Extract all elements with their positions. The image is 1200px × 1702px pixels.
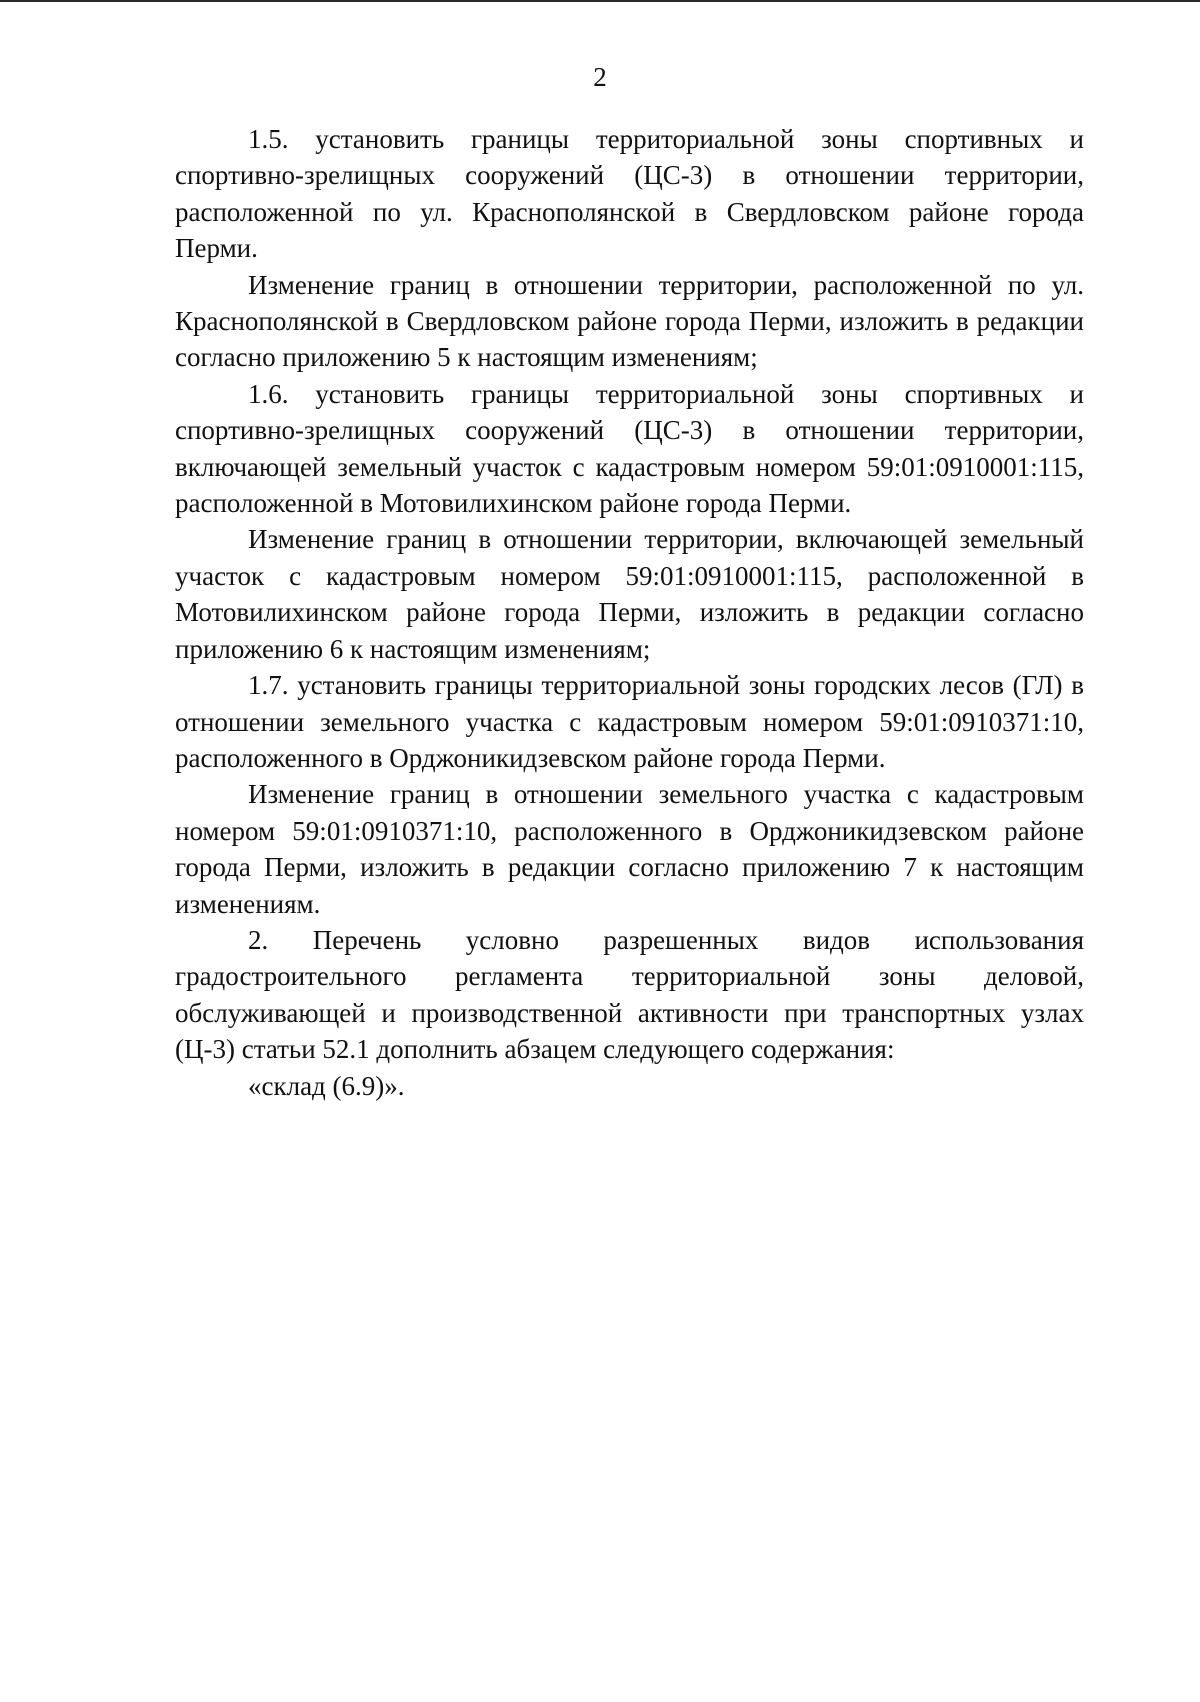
top-edge-rule xyxy=(0,0,1200,2)
paragraph-1-7-amendment: Изменение границ в отношении земельного участка с кадастровым номером 59:01:0910371:10, расположенного в Орджоникидзевском районе города Перми, изложить в редакции согласно приложению 7 к настоящим изменениям. xyxy=(175,779,1084,919)
document-body xyxy=(175,121,1084,1104)
paragraph-2: 2. Перечень условно разрешенных видов использования градостроительного регламента территориальной зоны деловой, обслуживающей и производственной активности при транспортных узлах (Ц-3) статьи 52.1 дополнить абзацем следующего содержания: xyxy=(175,924,1084,1065)
page-number: 2 xyxy=(593,62,607,92)
paragraph-1-5: 1.5. установить границы территориальной зоны спортивных и спортивно-зрелищных сооружений (ЦС-3) в отношении территории, расположенной по ул. Краснополянской в Свердловском районе города Перми. xyxy=(175,124,1084,264)
paragraph-2-quote: «склад (6.9)». xyxy=(248,1070,405,1101)
paragraph-1-7: 1.7. установить границы территориальной зоны городских лесов (ГЛ) в отношении земельного участка с кадастровым номером 59:01:0910371:10, расположенного в Орджоникидзевском районе города Перми. xyxy=(175,670,1084,773)
paragraph-1-5-amendment: Изменение границ в отношении территории, расположенной по ул. Краснополянской в Свердловском районе города Перми, изложить в редакции согласно приложению 5 к настоящим изменениям; xyxy=(175,269,1084,373)
paragraph-1-6: 1.6. установить границы территориальной зоны спортивных и спортивно-зрелищных сооружений (ЦС-3) в отношении территории, включающей земельный участок с кадастровым номером 59:01:0910001:115, расположенной в Мотовилихинском районе города Перми. xyxy=(175,378,1084,519)
paragraph-1-6-amendment: Изменение границ в отношении территории, включающей земельный участок с кадастровым номером 59:01:0910001:115, расположенной в Мотовилихинском районе города Перми, изложить в редакции согласно приложению 6 к настоящим изменениям; xyxy=(175,524,1084,664)
